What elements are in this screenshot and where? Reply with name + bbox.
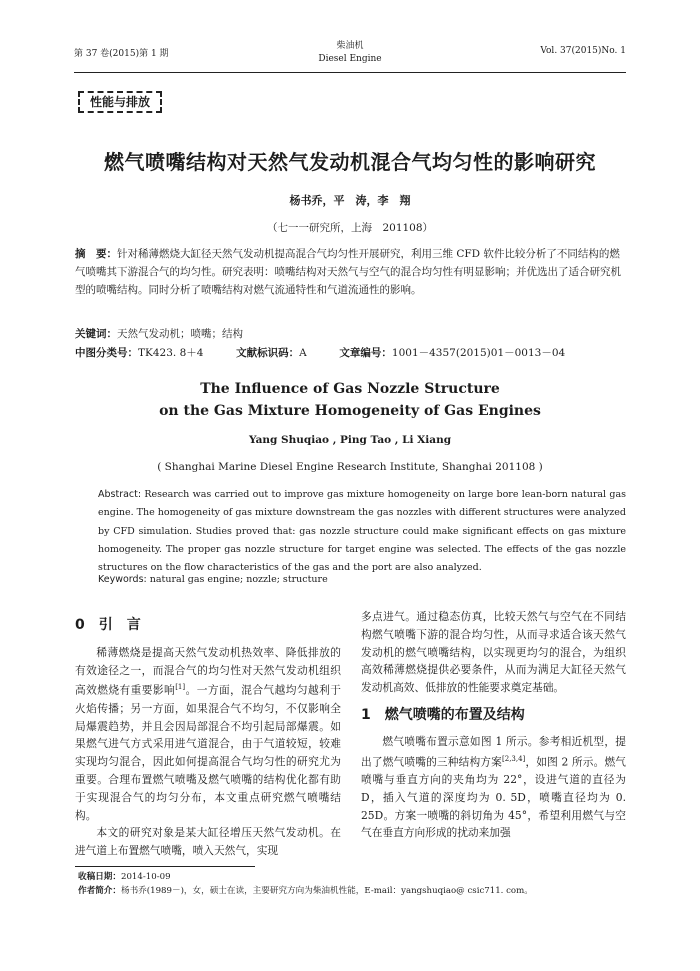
abstract-cn xyxy=(75,245,626,299)
doc-code-label: 文献标识码： xyxy=(236,347,300,359)
classification-line xyxy=(75,345,626,360)
received-label: 收稿日期： xyxy=(78,872,121,882)
journal-name xyxy=(300,40,400,66)
citation-2-4: [2,3,4] xyxy=(502,754,526,763)
abstract-cn-text: 针对稀薄燃烧大缸径天然气发动机提高混合气均匀性开展研究，利用三维 CFD 软件比较分析了不同结构的燃气喷嘴其下游混合气的均匀性。研究表明：喷嘴结构对天然气与空气的混合均匀性有明显影响；并优选出了适合研究机型的喷嘴结构。同时分析了喷嘴结构对燃气流通特性和气道流通性的影响。 xyxy=(75,248,621,296)
section-0-paragraph-1 xyxy=(75,644,341,825)
paper-title-cn: 燃气喷嘴结构对天然气发动机混合气均匀性的影响研究 xyxy=(104,150,596,174)
keywords-en xyxy=(98,574,626,585)
journal-name-cn: 柴油机 xyxy=(336,41,364,51)
clc-value: TK423. 8＋4 xyxy=(138,347,204,359)
section-tag: 性能与排放 xyxy=(78,91,162,113)
keywords-cn xyxy=(75,326,626,341)
paper-title-en-line2: on the Gas Mixture Homogeneity of Gas Engines xyxy=(159,403,541,419)
paper-title-en xyxy=(100,378,600,422)
authors-cn: 杨书乔，平 涛，李 翔 xyxy=(289,194,411,207)
article-number-value: 1001－4357(2015)01－0013－04 xyxy=(391,347,566,359)
journal-issue-en: Vol. 37(2015)No. 1 xyxy=(540,46,626,56)
section-1-heading: 1 燃气喷嘴的布置及结构 xyxy=(361,706,525,723)
journal-name-en: Diesel Engine xyxy=(318,54,382,64)
footnote-received xyxy=(78,870,638,882)
section-0-heading: 0 引 言 xyxy=(75,617,141,633)
section-0-p1-text-a: 稀薄燃烧是提高天然气发动机热效率、降低排放的有效途径之一，而混合气的均匀性对天然气发动机组织高效燃烧有重要影响 xyxy=(75,645,341,697)
doc-code-value: A xyxy=(299,347,307,359)
affiliation-cn: （七一一研究所，上海 201108） xyxy=(266,222,434,234)
clc-label: 中图分类号： xyxy=(75,347,138,359)
authors-en: Yang Shuqiao , Ping Tao , Li Xiang xyxy=(248,434,452,446)
abstract-cn-label: 摘 要： xyxy=(75,248,117,260)
keywords-cn-text: 天然气发动机；喷嘴；结构 xyxy=(117,328,243,340)
section-0-paragraph-2: 本文的研究对象是某大缸径增压天然气发动机。在进气道上布置燃气喷嘴，喷入天然气，实现 xyxy=(75,826,341,858)
keywords-en-text: natural gas engine; nozzle; structure xyxy=(149,574,328,585)
footnote-author xyxy=(78,884,638,896)
section-1-p1-text-b: ，如图 2 所示。燃气喷嘴与垂直方向的夹角均为 22°，设进气道的直径为 D，插入气道的深度均为 0. 5D，喷嘴直径均为 0. 25D。方案一喷嘴的斜切角为 45°，希望利用燃气与空气在垂直方向形成的扰动来加强 xyxy=(361,755,626,840)
body-column-left xyxy=(75,617,341,860)
affiliation-en: ( Shanghai Marine Diesel Engine Research Institute, Shanghai 201108 ) xyxy=(157,461,543,473)
author-bio-label: 作者简介： xyxy=(78,886,121,896)
section-1-p1-text-a: 燃气喷嘴布置示意如图 1 所示。参考相近机型，提出了燃气喷嘴的三种结构方案 xyxy=(361,734,626,769)
keywords-en-label: Keywords: xyxy=(98,574,147,585)
journal-issue-cn: 第 37 卷(2015)第 1 期 xyxy=(74,49,169,59)
abstract-en xyxy=(98,486,626,577)
abstract-en-text: Research was carried out to improve gas mixture homogeneity on large bore lean-born natural gas engine. The homogeneity of gas mixture downstream the gas nozzles with different structures were analyzed by CFD simulation. Studies proved that: gas nozzle structure could make significant effects on gas mixture homogeneity. The proper gas nozzle structure for target engine was selected. The effects of the gas nozzle structures on the flow characteristics of the gas and the port are also analyzed. xyxy=(98,489,626,574)
section-0-p1-text-b: 。一方面，混合气越均匀越利于火焰传播；另一方面，如果混合气不均匀，不仅影响全局爆震趋势，并且会因局部混合不均引起局部爆震。如果燃气进气方式采用进气道混合，由于气道较短，较难实现均匀混合，因此如何提高混合气均匀性的研究尤为重要。合理布置燃气喷嘴及燃气喷嘴的结构优化都有助于实现混合气的均匀分布，本文重点研究燃气喷嘴结构。 xyxy=(75,683,341,822)
footnote-rule xyxy=(75,866,255,867)
section-1-paragraph-1 xyxy=(361,733,626,842)
section-0-paragraph-3: 多点进气。通过稳态仿真，比较天然气与空气在不同结构燃气喷嘴下游的混合均匀性，从而寻求适合该天然气发动机的燃气喷嘴结构，以实现更均匀的混合，为组织高效稀薄燃烧提供必要条件，从而为满足大缸径天然气发动机高效、低排放的性能要求奠定基础。 xyxy=(361,610,626,695)
paper-title-en-line1: The Influence of Gas Nozzle Structure xyxy=(200,381,500,397)
citation-1: [1] xyxy=(175,683,186,692)
received-date: 2014-10-09 xyxy=(120,872,171,882)
article-number-label: 文章编号： xyxy=(339,347,392,359)
body-column-right xyxy=(361,608,626,842)
abstract-en-label: Abstract: xyxy=(98,489,142,500)
keywords-cn-label: 关键词： xyxy=(75,328,117,340)
author-bio: 杨书乔(1989－)，女，硕士在读，主要研究方向为柴油机性能，E-mail：yangshuqiao@ csic711. com。 xyxy=(120,886,533,896)
header-rule xyxy=(74,72,626,73)
